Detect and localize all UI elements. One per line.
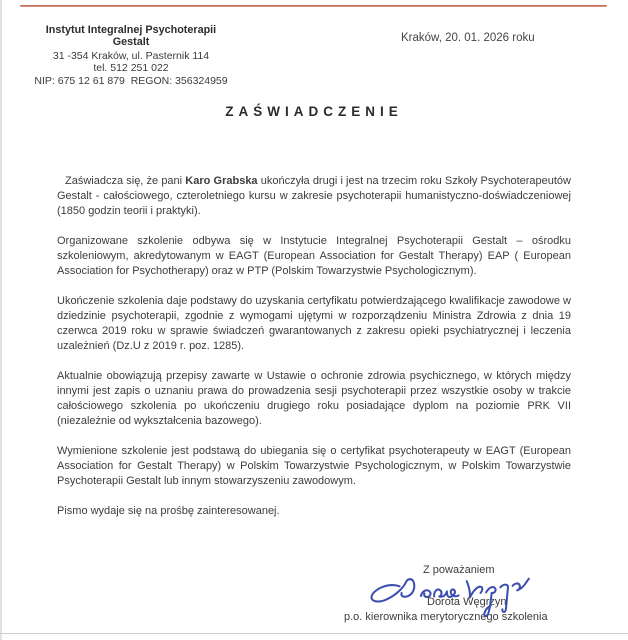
p1-text-before: Zaświadcza się, że pani (65, 175, 186, 187)
org-registry: NIP: 675 12 61 879 REGON: 356324959 (34, 74, 228, 87)
scan-edge-left (0, 0, 2, 640)
paragraph-3: Ukończenie szkolenia daje podstawy do uzyskania certyfikatu potwierdzającego kwalifikacje zawodowe w dziedzinie psychoterapii, zgodnie z wymogami ujętymi w rozporządzeniu Ministra Zdrowia z dnia 19 czerwca 2019 roku w sprawie świadczeń gwarantowanych z zakresu opieki psychiatrycznej i leczenia uzależnień (Dz.U z 2019 r. poz. 1285). (57, 295, 571, 352)
signature-strokes (371, 579, 528, 616)
place-date: Kraków, 20. 01. 2026 roku (401, 32, 535, 44)
org-name: Instytut Integralnej Psychoterapii Gestalt (45, 24, 217, 49)
signature-closing: Z poważaniem (423, 564, 495, 576)
paragraph-5: Wymienione szkolenie jest podstawą do ubiegania się o certyfikat psychoterapeuty w EAGT (European Association for Gestalt Therapy) w Polskim Towarzystwie Psychologicznym, w Polskim Towarzystwie Psychoterapii Gestalt lub innym stowarzyszeniu zawodowym. (57, 445, 571, 487)
org-phone: tel. 512 251 022 (93, 62, 169, 75)
paragraph-2: Organizowane szkolenie odbywa się w Instytucie Integralnej Psychoterapii Gestalt – ośrodku szkoleniowym, akredytowanym w EAGT (European Association for Gestalt Therapy) EAP ( European Association for Psychotherapy) oraz w PTP (Polskim Towarzystwie Psychologicznym). (57, 235, 571, 277)
student-name: Karo Grabska (185, 175, 258, 187)
signatory-name: Dorota Węgrzyn (427, 596, 507, 608)
letterhead (34, 24, 228, 87)
paragraph-6: Pismo wydaje się na prośbę zainteresowanej. (57, 505, 280, 517)
signature-ink (368, 572, 536, 621)
accent-rule-line (20, 5, 607, 7)
document-body (57, 174, 571, 534)
scan-edge-bottom (0, 633, 628, 634)
org-address: 31 -354 Kraków, ul. Pasternik 114 (52, 49, 210, 62)
signatory-role: p.o. kierownika merytorycznego szkolenia (344, 611, 548, 623)
paragraph-1 (57, 174, 571, 219)
paragraph-4: Aktualnie obowiązują przepisy zawarte w Ustawie o ochronie zdrowia psychicznego, w których między innymi jest zapis o uznaniu prawa do prowadzenia sesji psychoterapii przez wszystkie osoby w trakcie całościowego szkolenia po ukończeniu drugiego roku posiadające dyplom na poziomie PRK VII (niezależnie od wykształcenia bazowego). (57, 370, 571, 427)
document-title: ZAŚWIADCZENIE (225, 104, 403, 119)
letterhead-accent-rule (20, 5, 608, 8)
p1-text-after: ukończyła drugi i jest na trzecim roku Szkoły Psychoterapeutów Gestalt - całościowego, czteroletniego kursu w zakresie psychoterapii humanistyczno-doświadczeniowej (1850 godzin teorii i praktyki). (57, 175, 571, 217)
